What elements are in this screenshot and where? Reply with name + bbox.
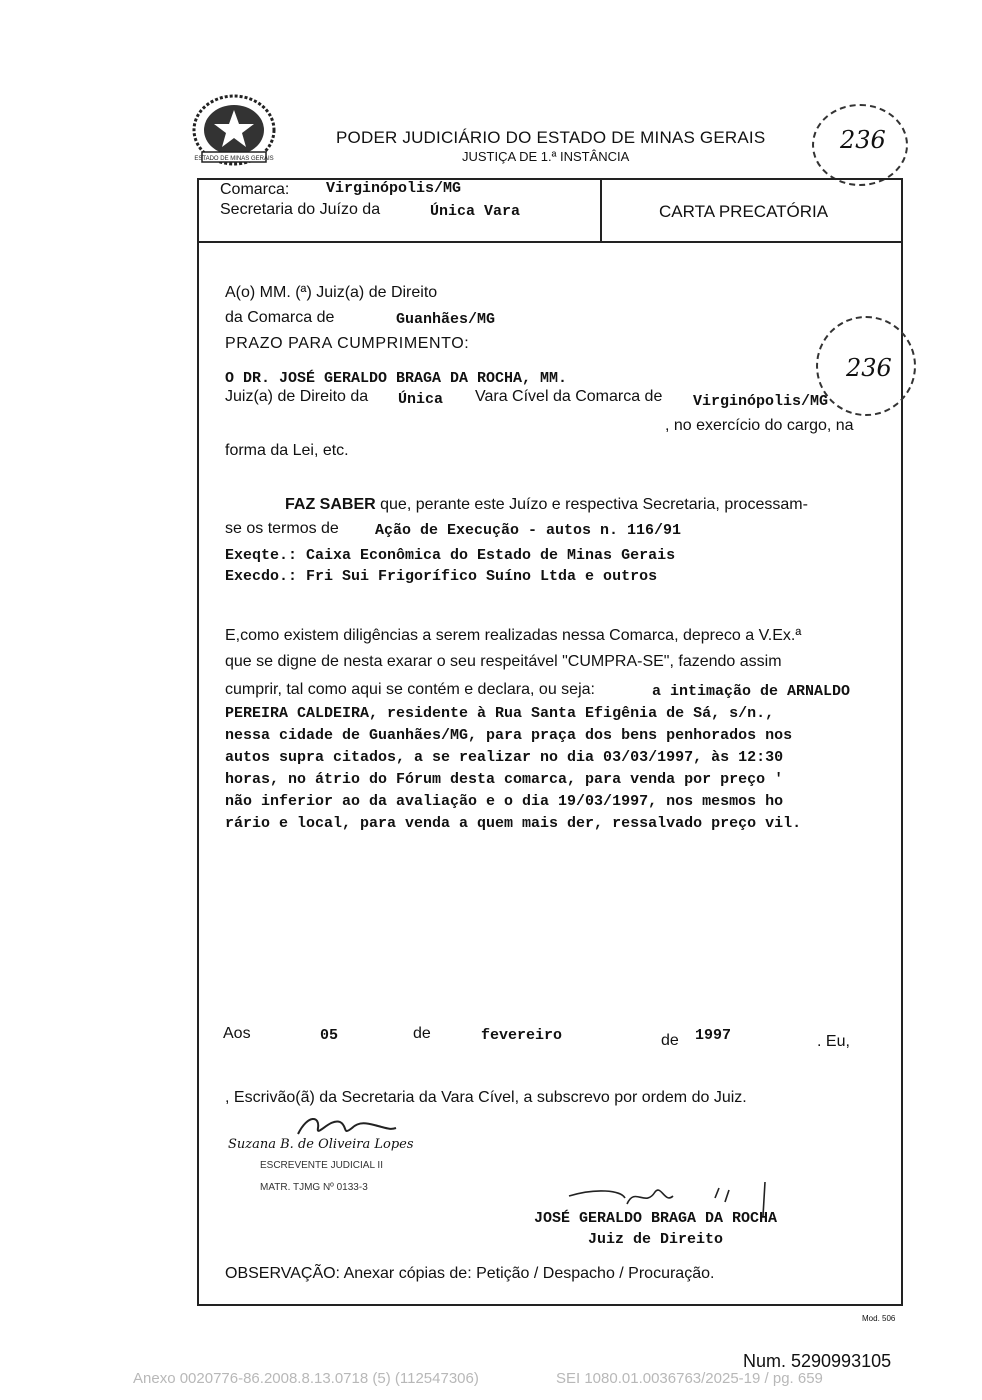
document-type: CARTA PRECATÓRIA (659, 202, 829, 221)
date-de2: de (661, 1032, 679, 1049)
para1-line3-typed: a intimação de ARNALDO (652, 683, 851, 700)
observacao: OBSERVAÇÃO: Anexar cópias de: Petição / Despacho / Procuração. (225, 1265, 715, 1282)
addressee-line1: A(o) MM. (ª) Juiz(a) de Direito (225, 284, 438, 301)
form-header-divider (600, 178, 602, 243)
typed-line: autos supra citados, a se realizar no dia 03/03/1997, às 12:30 (225, 749, 784, 766)
vara-value: Única (398, 391, 444, 408)
faz-saber-line (285, 496, 808, 514)
termos-prefix: se os termos de (225, 520, 339, 537)
clerk-role: ESCREVENTE JUDICIAL II (260, 1160, 383, 1171)
judge-signature-title: Juiz de Direito (588, 1231, 724, 1248)
svg-text:ESTADO DE MINAS GERAIS: ESTADO DE MINAS GERAIS (194, 156, 274, 162)
addressee-comarca-prefix: da Comarca de (225, 309, 335, 326)
date-month: fevereiro (481, 1027, 563, 1044)
forma-text: forma da Lei, etc. (225, 442, 349, 459)
date-year: 1997 (695, 1027, 732, 1044)
faz-saber-rest: que, perante este Juízo e respectiva Secretaria, processam- (375, 496, 808, 513)
juiz-prefix: Juiz(a) de Direito da (225, 388, 369, 405)
date-aos: Aos (223, 1025, 251, 1042)
date-day: 05 (320, 1027, 339, 1044)
prazo-label: PRAZO PARA CUMPRIMENTO: (225, 335, 470, 352)
form-code: Mod. 506 (862, 1314, 896, 1323)
exercicio-text: , no exercício do cargo, na (665, 417, 854, 434)
institution-title: PODER JUDICIÁRIO DO ESTADO DE MINAS GERAIS (336, 128, 766, 147)
clerk-name: Suzana B. de Oliveira Lopes (228, 1137, 414, 1152)
para1-line1: E,como existem diligências a serem realizadas nessa Comarca, depreco a V.Ex.ª (225, 627, 802, 644)
typed-line: PEREIRA CALDEIRA, residente à Rua Santa Efigênia de Sá, s/n., (225, 705, 775, 722)
protocol-stamp (812, 104, 908, 186)
clerk-matricula: MATR. TJMG Nº 0133-3 (260, 1182, 368, 1193)
tribunal-stamp (816, 316, 916, 416)
faz-saber-bold: FAZ SABER (285, 496, 376, 513)
instance-subtitle: JUSTIÇA DE 1.ª INSTÂNCIA (462, 149, 630, 164)
comarca-value: Virginópolis/MG (326, 180, 462, 197)
protocol-stamp-number: 236 (840, 126, 886, 154)
date-de1: de (413, 1025, 431, 1042)
document-number: Num. 5290993105 (743, 1351, 892, 1371)
tribunal-stamp-number: 236 (846, 354, 892, 382)
addressee-comarca-value: Guanhães/MG (396, 311, 496, 328)
vara-suffix: Vara Cível da Comarca de (475, 388, 663, 405)
exeqte-line: Exeqte.: Caixa Econômica do Estado de Minas Gerais (225, 547, 676, 564)
judge-signature-name: JOSÉ GERALDO BRAGA DA ROCHA (534, 1210, 778, 1227)
typed-line: horas, no átrio do Fórum desta comarca, para venda por preço ' (225, 771, 784, 788)
comarca2-value: Virginópolis/MG (693, 393, 829, 410)
para1-line3-prefix: cumprir, tal como aqui se contém e declara, ou seja: (225, 681, 595, 698)
secretaria-value: Única Vara (430, 203, 521, 220)
date-eu: . Eu, (817, 1033, 850, 1050)
footer-anexo: Anexo 0020776-86.2008.8.13.0718 (5) (112547306) (133, 1370, 479, 1387)
judge-name: O DR. JOSÉ GERALDO BRAGA DA ROCHA, MM. (225, 370, 568, 387)
termos-value: Ação de Execução - autos n. 116/91 (375, 522, 682, 539)
typed-line: nessa cidade de Guanhães/MG, para praça dos bens penhorados nos (225, 727, 793, 744)
comarca-label: Comarca: (220, 181, 290, 198)
footer-sei: SEI 1080.01.0036763/2025-19 / pg. 659 (556, 1370, 823, 1387)
typed-line: não inferior ao da avaliação e o dia 19/03/1997, nos mesmos ho (225, 793, 784, 810)
escrivao-line: , Escrivão(ã) da Secretaria da Vara Cível, a subscrevo por ordem do Juiz. (225, 1089, 747, 1106)
secretaria-label: Secretaria do Juízo da (220, 201, 381, 218)
execdo-line: Execdo.: Fri Sui Frigorífico Suíno Ltda e outros (225, 568, 658, 585)
coat-of-arms-seal (188, 92, 280, 174)
para1-line2: que se digne de nesta exarar o seu respeitável "CUMPRA-SE", fazendo assim (225, 653, 782, 670)
typed-line: rário e local, para venda a quem mais der, ressalvado preço vil. (225, 815, 802, 832)
